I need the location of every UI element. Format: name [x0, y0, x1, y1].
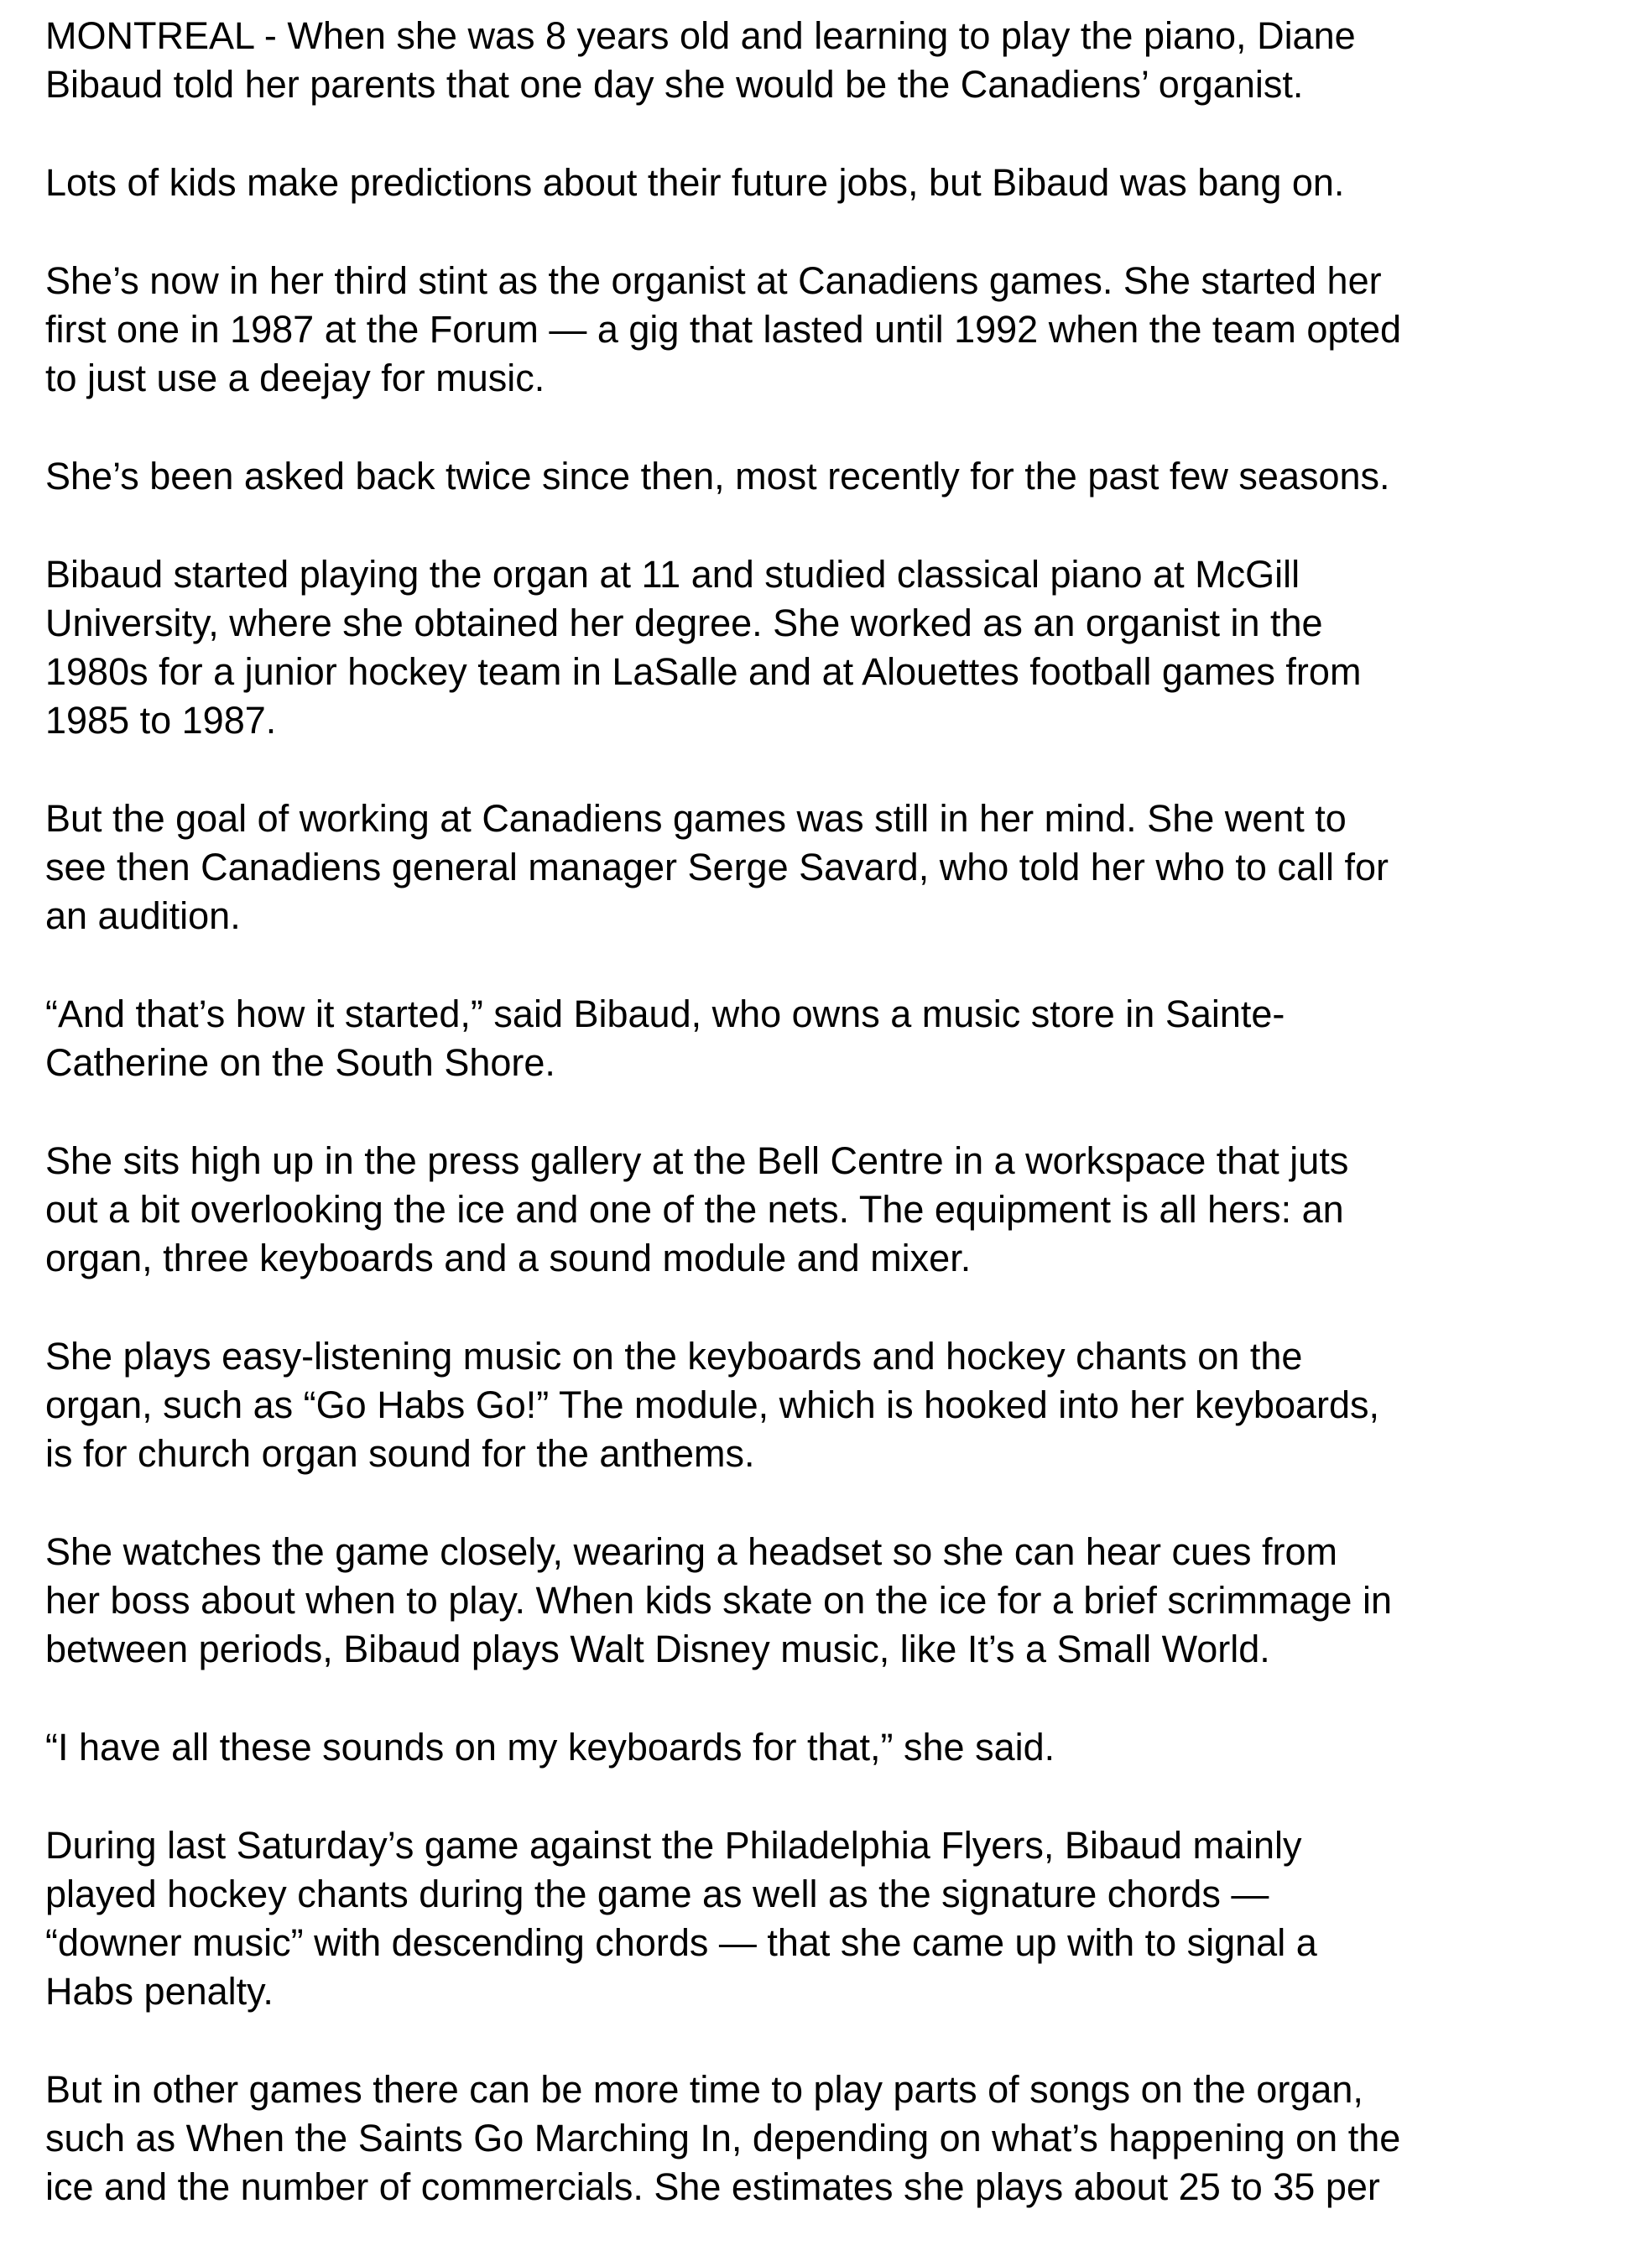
- paragraph-asked-back: She’s been asked back twice since then, most recently for the past few seasons.: [45, 455, 1390, 498]
- paragraph-quote-started: “And that’s how it started,” said Bibaud, who owns a music store in Sainte- Catherine on the South Shore.: [45, 992, 1285, 1084]
- paragraph-flyers-game: During last Saturday’s game against the Philadelphia Flyers, Bibaud mainly played hockey chants during the game as well as the signature chords — “downer music” with descending chords — that she came up with to signal a Habs penalty.: [45, 1824, 1317, 2013]
- paragraph-third-stint: She’s now in her third stint as the organist at Canadiens games. She started her first one in 1987 at the Forum — a gig that lasted until 1992 when the team opted to just use a deejay for music.: [45, 259, 1402, 399]
- paragraph-other-games: But in other games there can be more time to play parts of songs on the organ, such as When the Saints Go Marching In, depending on what’s happening on the ice and the number of commercials. She estimates she plays about 25 to 35 per: [45, 2068, 1401, 2208]
- paragraph-background: Bibaud started playing the organ at 11 and studied classical piano at McGill University, where she obtained her degree. She worked as an organist in the 1980s for a junior hockey team in LaSalle and at Alouettes football games from 1985 to 1987.: [45, 553, 1362, 742]
- paragraph-intro: MONTREAL - When she was 8 years old and learning to play the piano, Diane Bibaud told her parents that one day she would be the Canadiens’ organist.: [45, 14, 1356, 106]
- paragraph-press-gallery: She sits high up in the press gallery at the Bell Centre in a workspace that juts out a bit overlooking the ice and one of the nets. The equipment is all hers: an organ, three keyboards and a sound module and mixer.: [45, 1139, 1349, 1279]
- paragraph-music-types: She plays easy-listening music on the keyboards and hockey chants on the organ, such as “Go Habs Go!” The module, which is hooked into her keyboards, is for church organ sound for the anthems.: [45, 1335, 1380, 1475]
- paragraph-headset: She watches the game closely, wearing a headset so she can hear cues from her boss about when to play. When kids skate on the ice for a brief scrimmage in between periods, Bibaud plays Walt Disney music, like It’s a Small World.: [45, 1530, 1392, 1670]
- paragraph-quote-sounds: “I have all these sounds on my keyboards for that,” she said.: [45, 1726, 1055, 1769]
- article-body: [45, 12, 1623, 2261]
- paragraph-goal: But the goal of working at Canadiens games was still in her mind. She went to see then Canadiens general manager Serge Savard, who told her who to call for an audition.: [45, 797, 1389, 937]
- paragraph-predictions: Lots of kids make predictions about their future jobs, but Bibaud was bang on.: [45, 161, 1345, 204]
